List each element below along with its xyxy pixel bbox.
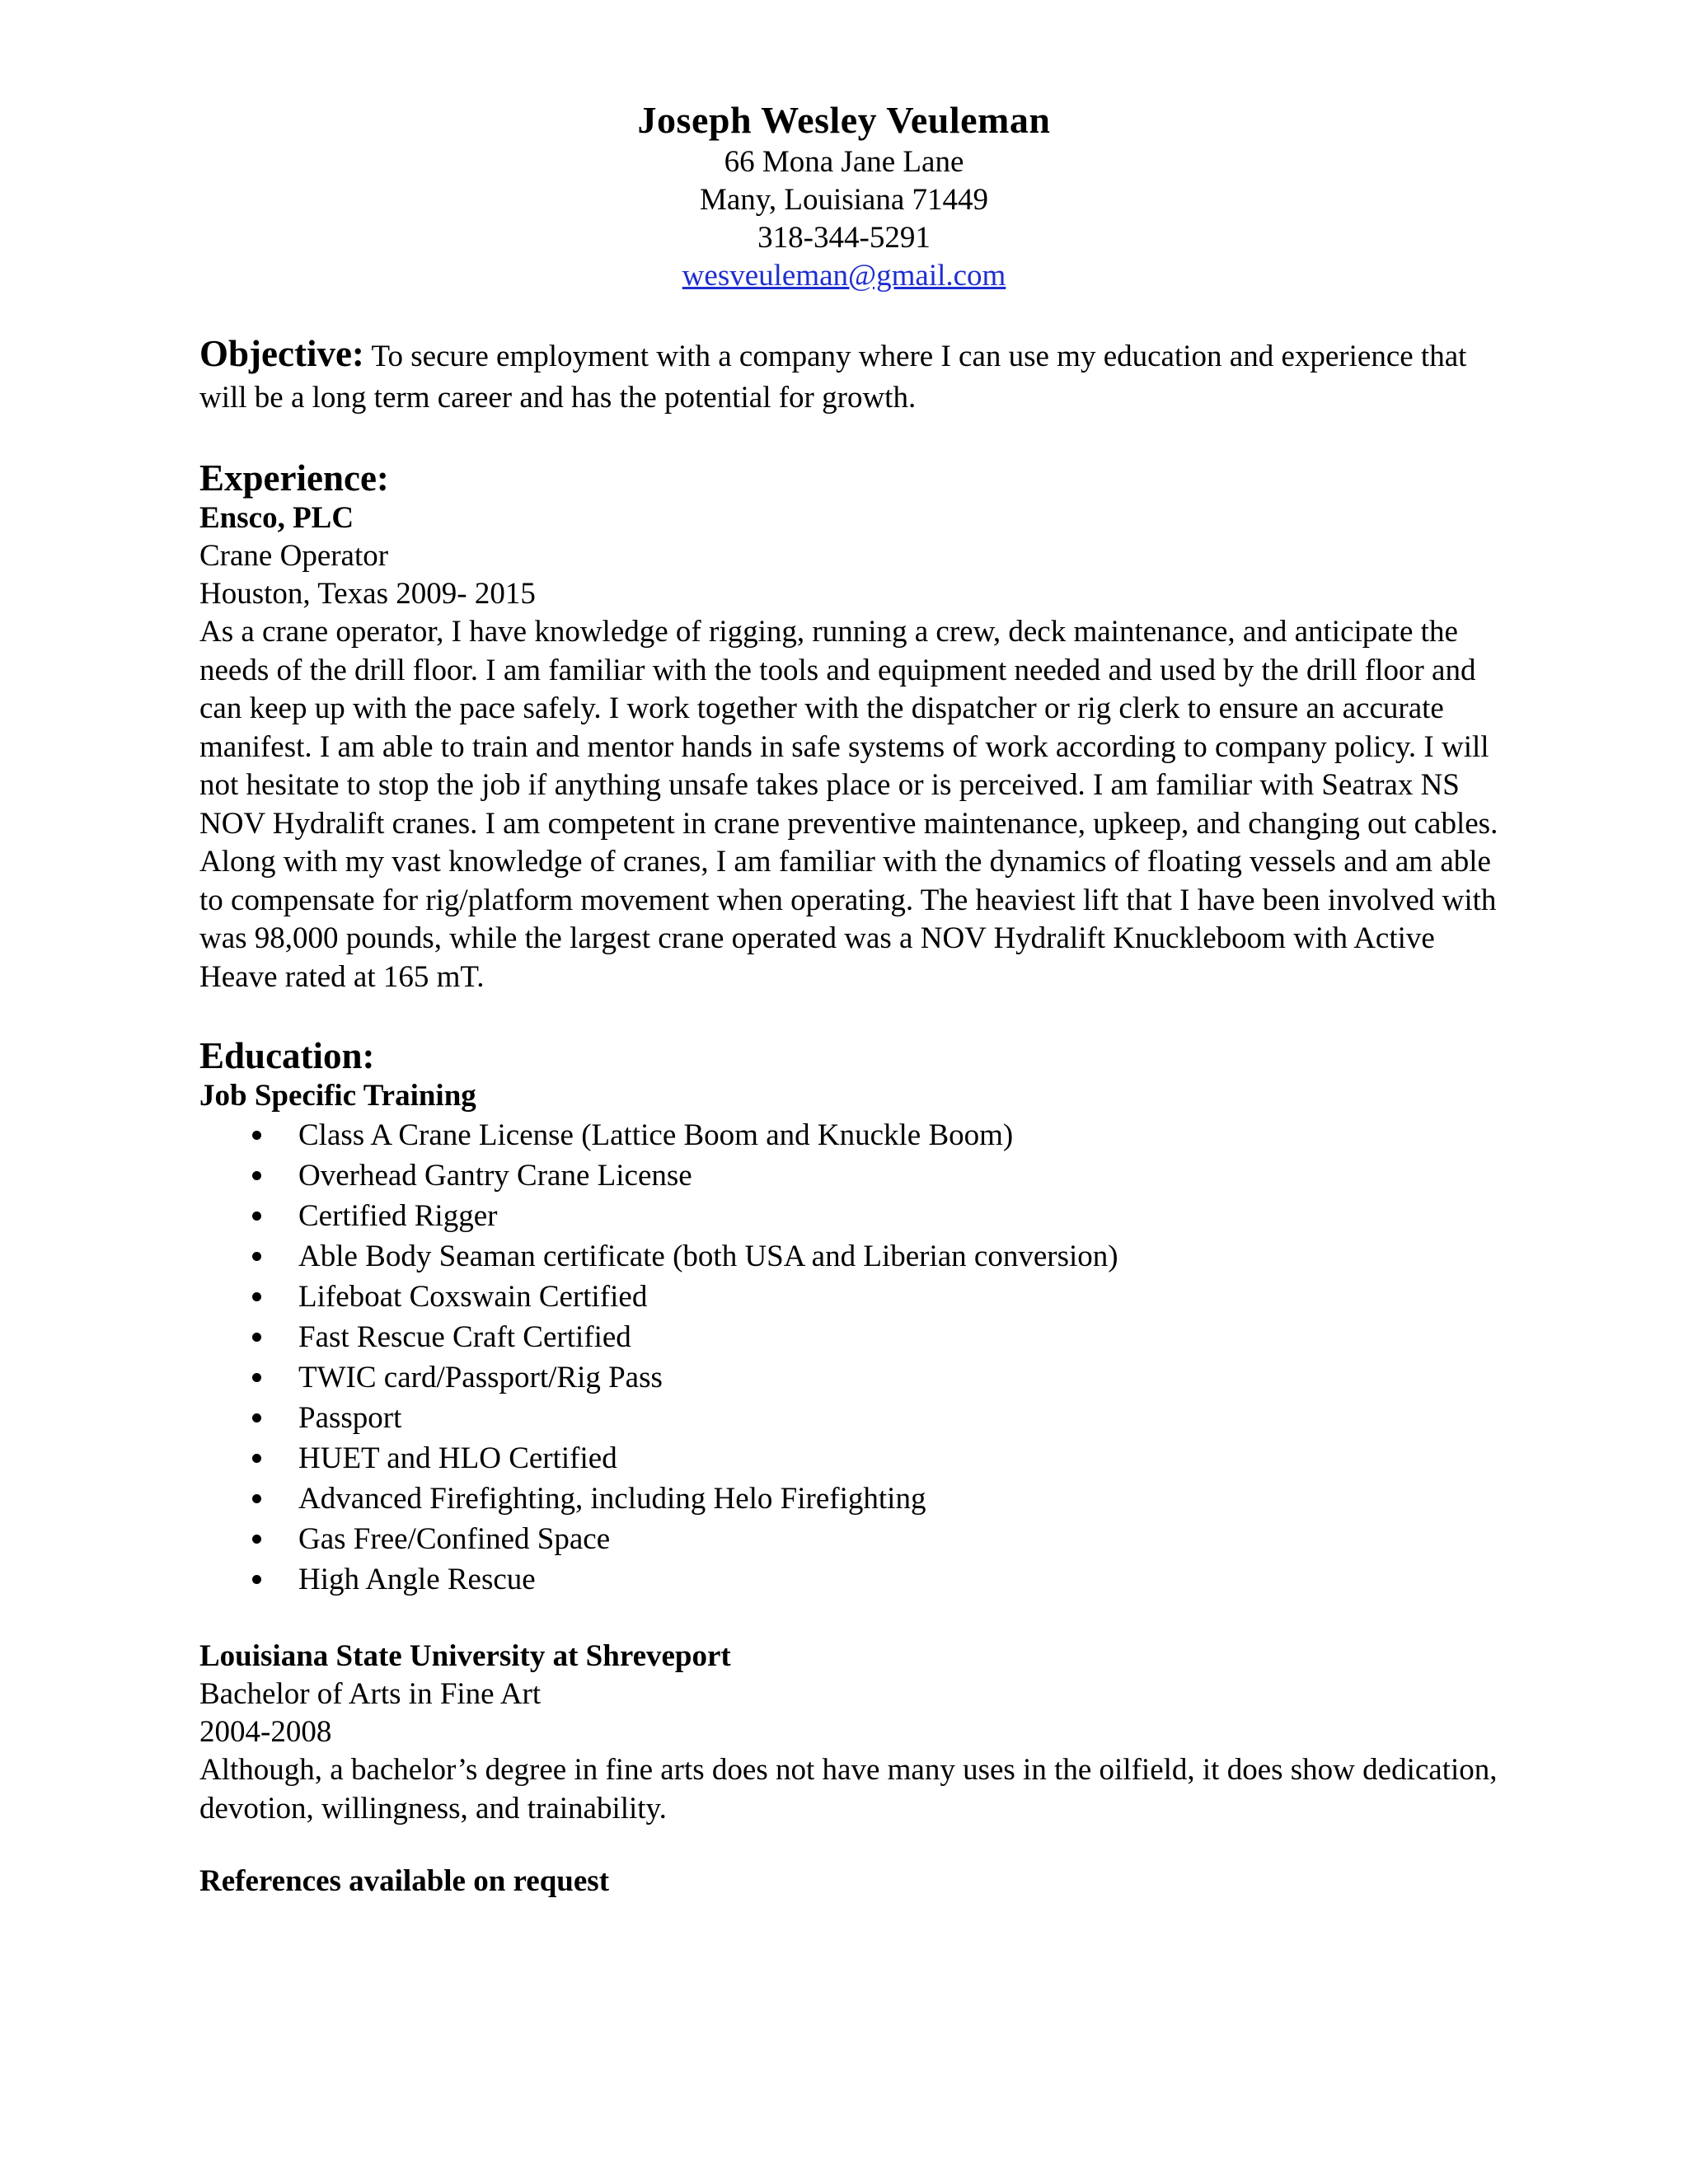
education-section bbox=[199, 1034, 1510, 1828]
bullet-icon bbox=[252, 1131, 261, 1140]
training-item-label: TWIC card/Passport/Rig Pass bbox=[298, 1361, 663, 1394]
training-item-label: Class A Crane License (Lattice Boom and Knuckle Boom) bbox=[298, 1118, 1014, 1152]
training-item-label: Advanced Firefighting, including Helo Firefighting bbox=[298, 1482, 926, 1516]
training-list bbox=[199, 1115, 1510, 1600]
objective-heading: Objective: bbox=[199, 333, 364, 374]
bullet-icon bbox=[252, 1212, 261, 1221]
bullet-icon bbox=[252, 1373, 261, 1382]
bullet-icon bbox=[252, 1494, 261, 1503]
bullet-icon bbox=[252, 1252, 261, 1261]
objective-text: To secure employment with a company where I can use my education and experience that will be a long term career and has the potential for growth. bbox=[199, 340, 1467, 415]
job-location-dates: Houston, Texas 2009- 2015 bbox=[199, 577, 536, 611]
job-title: Crane Operator bbox=[199, 539, 389, 573]
bullet-icon bbox=[252, 1575, 261, 1584]
list-item bbox=[199, 1559, 1510, 1600]
training-item-label: Certified Rigger bbox=[298, 1199, 498, 1233]
training-item-label: Lifeboat Coxswain Certified bbox=[298, 1280, 648, 1314]
list-item bbox=[199, 1438, 1510, 1479]
bullet-icon bbox=[252, 1535, 261, 1544]
list-item bbox=[199, 1115, 1510, 1155]
resume-header bbox=[0, 97, 1688, 295]
email-line bbox=[0, 257, 1688, 295]
school-name: Louisiana State University at Shreveport bbox=[199, 1639, 731, 1673]
education-heading: Education: bbox=[199, 1035, 375, 1076]
training-item-label: HUET and HLO Certified bbox=[298, 1441, 617, 1475]
training-item-label: Gas Free/Confined Space bbox=[298, 1522, 611, 1556]
training-item-label: High Angle Rescue bbox=[298, 1563, 536, 1596]
training-item-label: Able Body Seaman certificate (both USA and Liberian conversion) bbox=[298, 1240, 1118, 1273]
job-description: As a crane operator, I have knowledge of rigging, running a crew, deck maintenance, and anticipate the needs of the drill floor. I am familiar with the tools and equipment needed and used by the drill floor and can keep up with the pace safely. I work together with the dispatcher or rig clerk to ensure an accurate manifest. I am able to train and mentor hands in safe systems of work according to company policy. I will not hesitate to stop the job if anything unsafe takes place or is perceived. I am familiar with Seatrax NS NOV Hydralift cranes. I am competent in crane preventive maintenance, upkeep, and changing out cables. Along with my vast knowledge of cranes, I am familiar with the dynamics of floating vessels and am able to compensate for rig/platform movement when operating. The heaviest lift that I have been involved with was 98,000 pounds, while the largest crane operated was a NOV Hydralift Knuckleboom with Active Heave rated at 165 mT. bbox=[199, 615, 1498, 994]
training-item-label: Overhead Gantry Crane License bbox=[298, 1159, 692, 1193]
degree-years: 2004-2008 bbox=[199, 1715, 332, 1749]
experience-heading: Experience: bbox=[199, 457, 389, 499]
email-link[interactable]: wesveuleman@gmail.com bbox=[682, 259, 1006, 293]
university-block bbox=[199, 1638, 1510, 1828]
address-line-2: Many, Louisiana 71449 bbox=[699, 183, 989, 217]
bullet-icon bbox=[252, 1292, 261, 1301]
list-item bbox=[199, 1155, 1510, 1196]
degree-name: Bachelor of Arts in Fine Art bbox=[199, 1677, 542, 1711]
company-name: Ensco, PLC bbox=[199, 501, 354, 535]
list-item bbox=[199, 1277, 1510, 1317]
bullet-icon bbox=[252, 1454, 261, 1463]
address-line-1: 66 Mona Jane Lane bbox=[724, 145, 964, 179]
training-item-label: Passport bbox=[298, 1401, 402, 1435]
list-item bbox=[199, 1479, 1510, 1519]
training-heading: Job Specific Training bbox=[199, 1079, 476, 1113]
bullet-icon bbox=[252, 1333, 261, 1342]
list-item bbox=[199, 1398, 1510, 1438]
list-item bbox=[199, 1196, 1510, 1236]
list-item bbox=[199, 1236, 1510, 1277]
list-item bbox=[199, 1317, 1510, 1357]
objective-section bbox=[199, 332, 1510, 419]
bullet-icon bbox=[252, 1171, 261, 1180]
resume-body bbox=[199, 332, 1510, 1900]
phone-number: 318-344-5291 bbox=[757, 221, 931, 255]
degree-note: Although, a bachelor’s degree in fine arts does not have many uses in the oilfield, it does show dedication, devotion, willingness, and trainability. bbox=[199, 1753, 1498, 1825]
experience-section bbox=[199, 457, 1510, 996]
references-note: References available on request bbox=[199, 1864, 610, 1898]
bullet-icon bbox=[252, 1413, 261, 1422]
list-item bbox=[199, 1519, 1510, 1559]
training-item-label: Fast Rescue Craft Certified bbox=[298, 1320, 631, 1354]
applicant-name: Joseph Wesley Veuleman bbox=[637, 99, 1051, 141]
list-item bbox=[199, 1357, 1510, 1398]
